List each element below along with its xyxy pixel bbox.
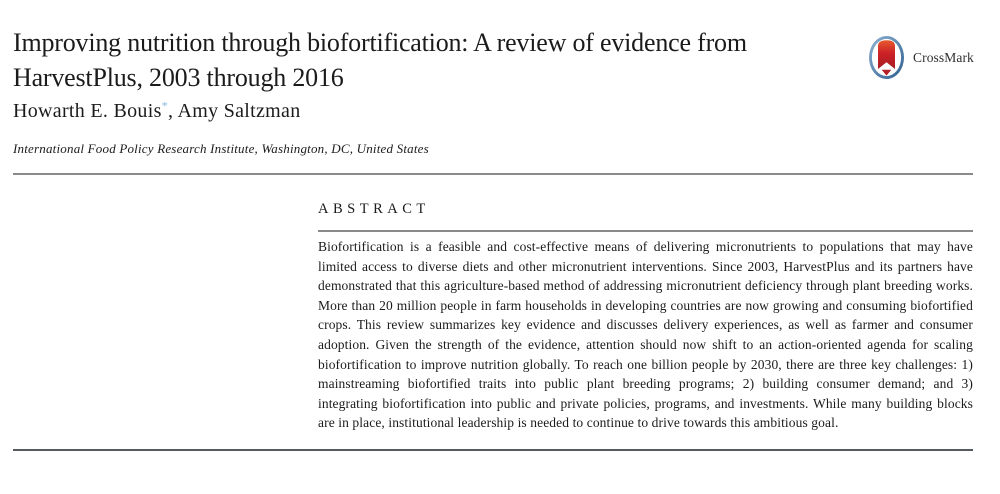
author-name-2: , Amy Saltzman — [168, 100, 301, 122]
crossmark-label: CrossMark — [913, 49, 974, 65]
author-name-1: Howarth E. Bouis — [13, 100, 162, 122]
paper-title-line2: HarvestPlus, 2003 through 2016 — [13, 63, 344, 92]
abstract-heading: ABSTRACT — [318, 201, 430, 217]
paper-title — [13, 25, 747, 95]
affiliation: International Food Policy Research Institute, Washington, DC, United States — [13, 141, 429, 156]
paper-title-line1: Improving nutrition through biofortification: A review of evidence from — [13, 28, 747, 57]
divider-abstract — [318, 230, 973, 232]
divider-footer — [13, 449, 973, 451]
authors-line — [13, 100, 301, 123]
abstract-text: Biofortification is a feasible and cost-effective means of delivering micronutrients to populations that may have limited access to diverse diets and other micronutrient interventions. Since 2003, HarvestPlus and its partners have demonstrated that this agriculture-based method of addressing micronutrient deficiency through plant breeding works. More than 20 million people in farm households in developing countries are now growing and consuming biofortified crops. This review summarizes key evidence and discusses delivery experiences, as well as farmer and consumer adoption. Given the strength of the evidence, attention should now shift to an action-oriented agenda for scaling biofortification to improve nutrition globally. To reach one billion people by 2030, there are three key challenges: 1) mainstreaming biofortified traits into public plant breeding programs; 2) building consumer demand; and 3) integrating biofortification into public and private policies, programs, and investments. While many building blocks are in place, institutional leadership is needed to continue to drive towards this ambitious goal. — [318, 239, 973, 431]
corresponding-author-asterisk[interactable]: * — [161, 98, 168, 113]
crossmark-logo-icon — [868, 35, 905, 80]
divider-header — [13, 173, 973, 175]
crossmark-badge[interactable] — [868, 35, 974, 80]
